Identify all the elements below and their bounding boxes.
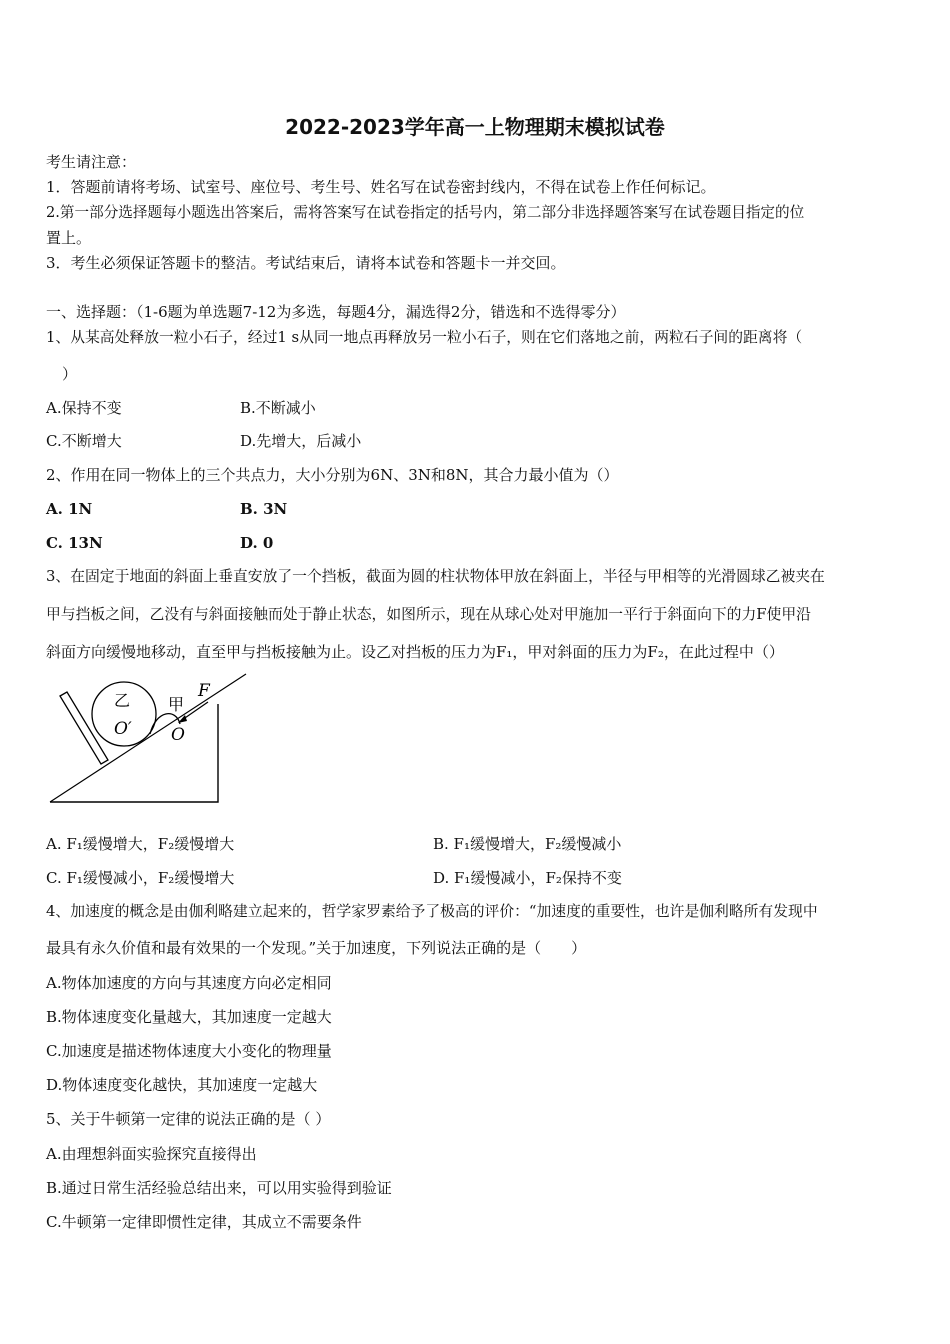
q2-option-d: D. 0	[240, 534, 274, 552]
q3-option-b: B. F₁缓慢增大，F₂缓慢减小	[433, 835, 622, 853]
q5-option-a: A.由理想斜面实验探究直接得出	[46, 1145, 257, 1163]
notice-item-2: 2.第一部分选择题每小题选出答案后，需将答案写在试卷指定的括号内，第二部分非选择题答案写在试卷题目指定的位	[46, 204, 805, 221]
q3-stem-line2: 甲与挡板之间，乙没有与斜面接触而处于静止状态，如图所示，现在从球心处对甲施加一平行于斜面向下的力F使甲沿	[46, 606, 811, 623]
q5-option-c: C.牛顿第一定律即惯性定律，其成立不需要条件	[46, 1213, 362, 1231]
q1-option-d: D.先增大，后减小	[240, 432, 362, 450]
label-jia: 甲	[168, 695, 185, 714]
label-yi: 乙	[114, 691, 131, 710]
q2-option-b: B. 3N	[240, 500, 288, 518]
q1-option-a: A.保持不变	[46, 399, 122, 417]
q1-option-b: B.不断减小	[240, 399, 316, 417]
q4-stem-line1: 4、加速度的概念是由伽利略建立起来的，哲学家罗素给予了极高的评价：“加速度的重要性，也许是伽利略所有发现中	[46, 903, 818, 920]
q1-stem-line1: 1、从某高处释放一粒小石子，经过1 s从同一地点再释放另一粒小石子，则在它们落地之前，两粒石子间的距离将（	[46, 329, 803, 346]
label-f: F	[198, 681, 210, 701]
q1-stem-line2: ）	[62, 365, 78, 383]
q2-option-a: A. 1N	[46, 500, 93, 518]
notice-item-2-cont: 置上。	[46, 229, 92, 247]
notice-item-3: 3．考生必须保证答题卡的整洁。考试结束后，请将本试卷和答题卡一并交回。	[46, 254, 566, 272]
q5-stem: 5、关于牛顿第一定律的说法正确的是（ ）	[46, 1110, 331, 1128]
q3-option-d: D. F₁缓慢减小，F₂保持不变	[433, 869, 622, 887]
notice-item-1: 1．答题前请将考场、试室号、座位号、考生号、姓名写在试卷密封线内，不得在试卷上作任何标记。	[46, 178, 716, 196]
q2-option-c: C. 13N	[46, 534, 103, 552]
q4-option-c: C.加速度是描述物体速度大小变化的物理量	[46, 1042, 332, 1060]
force-f-arrow	[182, 702, 208, 720]
force-f-arrowhead	[178, 715, 187, 723]
q3-incline-diagram	[40, 668, 255, 808]
q1-option-c: C.不断增大	[46, 432, 122, 450]
q4-option-d: D.物体速度变化越快，其加速度一定越大	[46, 1076, 318, 1094]
label-o-prime: O′	[114, 719, 132, 739]
notice-heading: 考生请注意：	[46, 153, 137, 171]
q3-stem-line3: 斜面方向缓慢地移动，直至甲与挡板接触为止。设乙对挡板的压力为F₁，甲对斜面的压力为F₂，在此过程中（）	[46, 643, 784, 661]
q5-option-b: B.通过日常生活经验总结出来，可以用实验得到验证	[46, 1179, 392, 1197]
q3-stem-line1: 3、在固定于地面的斜面上垂直安放了一个挡板，截面为圆的柱状物体甲放在斜面上，半径与甲相等的光滑圆球乙被夹在	[46, 568, 825, 585]
q4-option-a: A.物体加速度的方向与其速度方向必定相同	[46, 974, 332, 992]
section-heading: 一、选择题：（1-6题为单选题7-12为多选，每题4分，漏选得2分，错选和不选得零分）	[46, 303, 626, 321]
q3-option-c: C. F₁缓慢减小，F₂缓慢增大	[46, 869, 235, 887]
q2-stem: 2、作用在同一物体上的三个共点力，大小分别为6N、3N和8N，其合力最小值为（）	[46, 466, 619, 484]
baffle-board	[60, 692, 108, 764]
q4-stem-line2: 最具有永久价值和最有效果的一个发现。”关于加速度，下列说法正确的是（ ）	[46, 939, 587, 957]
q3-option-a: A. F₁缓慢增大，F₂缓慢增大	[46, 835, 235, 853]
label-o: O	[171, 725, 185, 745]
q4-option-b: B.物体速度变化量越大，其加速度一定越大	[46, 1008, 332, 1026]
page-title: 2022-2023学年高一上物理期末模拟试卷	[285, 115, 665, 139]
